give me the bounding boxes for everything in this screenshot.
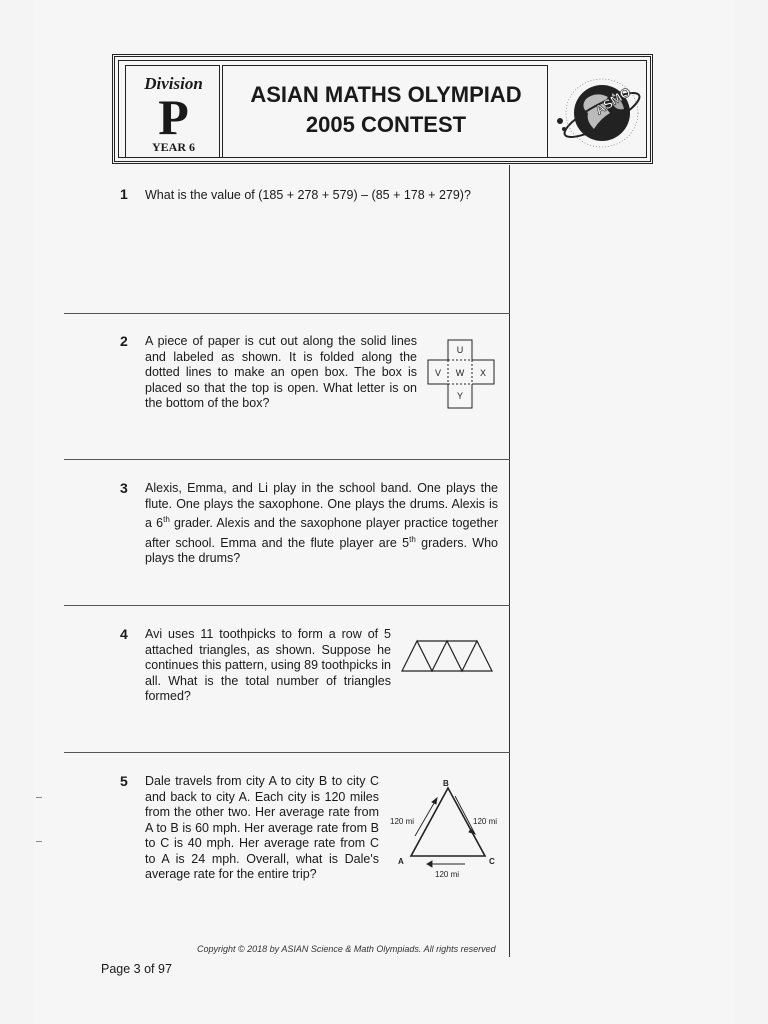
- question-text: A piece of paper is cut out along the solid lines and labeled as shown. It is folded along the dotted lines to make an open box. The box is placed so that the top is open. What letter is on the bottom of the box?: [145, 334, 417, 410]
- page-number: Page 3 of 97: [101, 962, 172, 976]
- copyright-notice: Copyright © 2018 by ASIAN Science & Math Olympiads. All rights reserved: [197, 944, 496, 954]
- q3-text-part: Alexis, Emma, and Li play in the school band. One plays the flute. One plays the saxophone. One plays the drums. Alexis is a 6: [145, 481, 498, 531]
- question-text: Avi uses 11 toothpicks to form a row of 5 attached triangles, as shown. Suppose he continues this pattern, using 89 toothpicks in all. What is the total number of triangles formed?: [145, 627, 391, 703]
- contest-title: ASIAN MATHS OLYMPIAD: [250, 82, 522, 107]
- distance-bc: 120 mi: [473, 817, 498, 826]
- box-net-diagram: [426, 338, 498, 410]
- q3-text-part: grader. Alexis and the saxophone player practice together after school. Emma and the flute player are 5: [145, 516, 498, 550]
- city-label-c: C: [489, 857, 495, 866]
- header-banner: [112, 54, 653, 164]
- division-letter: P: [158, 89, 189, 145]
- year-label: YEAR 6: [151, 140, 195, 154]
- asmo-globe-logo: [550, 69, 650, 157]
- question-number: 5: [120, 773, 128, 789]
- question-separator: [64, 605, 510, 606]
- header-inner-frame: [118, 60, 647, 158]
- toothpick-row: [402, 641, 492, 671]
- column-divider: [509, 165, 510, 957]
- net-label-x: X: [479, 368, 487, 378]
- distance-ca: 120 mi: [435, 870, 460, 879]
- margin-mark: [36, 797, 42, 798]
- distance-ab: 120 mi: [390, 817, 415, 826]
- question-separator: [64, 459, 510, 460]
- toothpick-triangles-diagram: [400, 638, 498, 674]
- question-number: 3: [120, 480, 128, 496]
- q3-superscript: th: [163, 515, 170, 524]
- question-text: Dale travels from city A to city B to city C and back to city A. Each city is 120 miles from the other two. Her average rate from A to B is 60 mph. Her average rate from B to C is 40 mph. Her average rate from C to A is 24 mph. Overall, what is Dale's average rate for the entire trip?: [145, 774, 379, 881]
- title-box: [222, 65, 548, 158]
- logo-text: ASMO: [592, 84, 634, 118]
- question-number: 1: [120, 186, 128, 202]
- net-label-u: U: [456, 345, 464, 355]
- q3-text-part: graders. Who plays the drums?: [145, 535, 498, 566]
- question-separator: [64, 752, 510, 753]
- question-number: 4: [120, 626, 128, 642]
- question-number: 2: [120, 333, 128, 349]
- net-label-v: V: [434, 368, 442, 378]
- net-label-w: W: [455, 368, 465, 378]
- net-label-y: Y: [456, 391, 464, 401]
- question-text: [145, 481, 498, 567]
- city-label-a: A: [398, 857, 404, 866]
- q3-superscript: th: [409, 534, 416, 544]
- question-text: What is the value of (185 + 278 + 579) – (85 + 178 + 279)?: [145, 188, 471, 202]
- city-label-b: B: [443, 779, 449, 788]
- city-triangle-diagram: [385, 776, 505, 884]
- margin-mark: [36, 841, 42, 842]
- contest-year: 2005 CONTEST: [305, 112, 467, 137]
- division-word: Division: [144, 74, 203, 93]
- division-box: [125, 65, 220, 158]
- question-separator: [64, 313, 510, 314]
